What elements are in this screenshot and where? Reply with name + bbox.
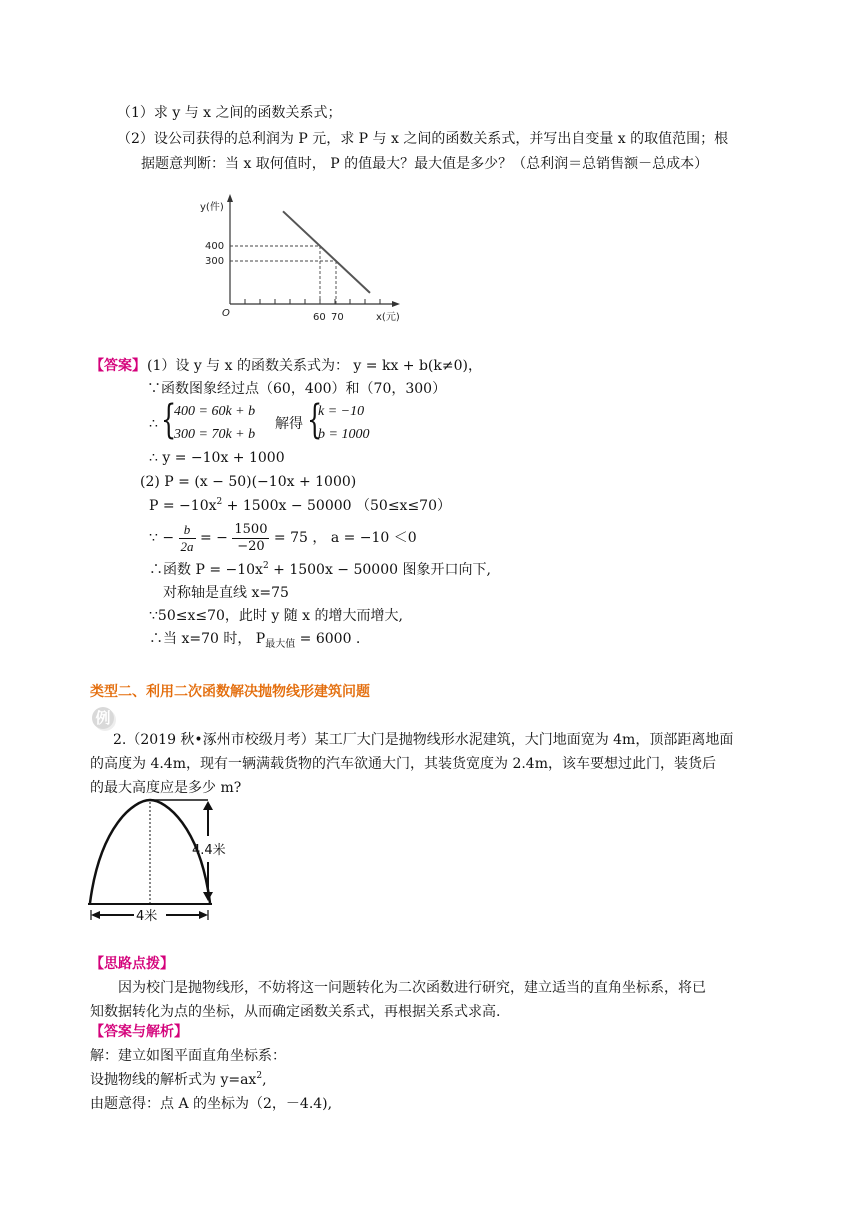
answer-line-4: ∴ y = −10x + 1000 bbox=[149, 450, 285, 466]
frac2-num: 1500 bbox=[234, 521, 268, 537]
part2-line-2-c: + 1500x − 50000 （50≤x≤70） bbox=[222, 498, 451, 514]
fraction-b-2a bbox=[179, 522, 196, 555]
solve-label: 解得 bbox=[275, 416, 303, 432]
frac1-den: 2a bbox=[180, 538, 194, 554]
part2-line-7 bbox=[149, 630, 360, 650]
y-tick-300: 300 bbox=[205, 256, 225, 267]
part2-line-7-sub: 最大值 bbox=[265, 639, 296, 650]
part2-line-7-c: = 6000 . bbox=[295, 631, 361, 647]
x-axis-label: x(元) bbox=[376, 312, 400, 323]
part2-line-2 bbox=[149, 497, 451, 517]
height-label: 4.4米 bbox=[192, 843, 226, 858]
answer-label: 【答案】 bbox=[90, 358, 146, 374]
hint-line-1: 因为校门是抛物线形，不妨将这一问题转化为二次函数进行研究，建立适当的直角坐标系，将已 bbox=[118, 980, 706, 996]
example-badge: 例 bbox=[92, 707, 114, 729]
solution-k: k = −10 bbox=[318, 404, 365, 419]
section-2-title: 类型二、利用二次函数解决抛物线形建筑问题 bbox=[90, 684, 370, 700]
part2-line-2-a: P = −10x bbox=[149, 498, 217, 514]
part2-line-2-exp: 2 bbox=[216, 497, 223, 507]
function-line bbox=[283, 211, 370, 293]
x-tick-70: 70 bbox=[331, 312, 344, 323]
analysis-label: 【答案与解析】 bbox=[90, 1024, 188, 1040]
frac1-num: b bbox=[179, 522, 196, 539]
system-eq-1: 400 = 60k + b bbox=[174, 404, 256, 419]
part2-line-7-a: ∴当 x=70 时， P bbox=[149, 631, 266, 647]
y-axis-label: y(件) bbox=[200, 202, 224, 213]
problem-2-line-2: 的高度为 4.4m，现有一辆满载货物的汽车欲通大门，其装货宽度为 2.4m，该车要想过此门，装货后 bbox=[90, 756, 716, 772]
part2-line-1: (2) P = (x − 50)(−10x + 1000) bbox=[140, 474, 357, 490]
x-tick-60: 60 bbox=[313, 312, 326, 323]
part2-line-4-c: + 1500x − 50000 图象开口向下, bbox=[268, 562, 491, 578]
height-arrowhead-bottom bbox=[203, 892, 213, 901]
analysis-line-1: 解：建立如图平面直角坐标系： bbox=[90, 1048, 286, 1064]
width-arrowhead-left bbox=[91, 911, 100, 919]
hint-line-2: 知数据转化为点的坐标，从而确定函数关系式，再根据关系式求高. bbox=[90, 1004, 501, 1020]
equals-minus: = − bbox=[200, 530, 228, 546]
analysis-line-3: 由题意得：点 A 的坐标为（2，－4.4), bbox=[90, 1096, 333, 1112]
frac2-den: −20 bbox=[237, 538, 265, 554]
because-minus: ∵ − bbox=[149, 530, 175, 546]
therefore-sign: ∴ bbox=[149, 416, 158, 432]
linear-function-graph bbox=[190, 190, 420, 326]
left-brace-2: { bbox=[307, 397, 323, 443]
problem-2-line-3: 的最大高度应是多少 m? bbox=[90, 780, 242, 796]
y-tick-400: 400 bbox=[205, 241, 225, 252]
part2-line-5: 对称轴是直线 x=75 bbox=[163, 585, 289, 601]
part2-line-3 bbox=[149, 520, 417, 556]
part2-line-4-exp: 2 bbox=[262, 561, 269, 571]
problem-2-line-1: 2.（2019 秋•涿州市校级月考）某工厂大门是抛物线形水泥建筑，大门地面宽为 4m，顶部距离地面 bbox=[113, 732, 734, 748]
answer-line-2: ∵函数图象经过点（60，400）和（70，300） bbox=[147, 381, 447, 397]
question-1: （1）求 y 与 x 之间的函数关系式； bbox=[117, 105, 342, 121]
solution-b: b = 1000 bbox=[318, 427, 370, 442]
analysis-line-2-c: , bbox=[262, 1072, 267, 1088]
parabola-gate-figure bbox=[86, 798, 246, 922]
height-arrowhead-top bbox=[203, 801, 213, 810]
hint-label: 【思路点拨】 bbox=[90, 956, 174, 972]
part2-line-6: ∵50≤x≤70，此时 y 随 x 的增大而增大, bbox=[149, 608, 403, 624]
analysis-line-2-a: 设抛物线的解析式为 y=ax bbox=[90, 1072, 257, 1088]
answer-line-1: (1）设 y 与 x 的函数关系式为： y = kx + b(k≠0)， bbox=[147, 358, 482, 374]
width-arrowhead-right bbox=[199, 911, 208, 919]
y-axis-arrow bbox=[227, 194, 233, 202]
origin-label: O bbox=[222, 308, 230, 319]
part2-line-4 bbox=[149, 561, 491, 581]
question-2-line-1: （2）设公司获得的总利润为 P 元，求 P 与 x 之间的函数关系式，并写出自变量 x 的取值范围；根 bbox=[117, 131, 729, 147]
analysis-line-2-exp: 2 bbox=[256, 1071, 263, 1081]
analysis-line-2 bbox=[90, 1071, 267, 1091]
width-label: 4米 bbox=[136, 909, 158, 922]
part2-line-3-tail: = 75 ， a = −10 ＜0 bbox=[273, 530, 417, 546]
system-eq-2: 300 = 70k + b bbox=[174, 427, 256, 442]
question-2-line-2: 据题意判断：当 x 取何值时， P 的值最大？最大值是多少？（总利润＝总销售额－总成本） bbox=[141, 156, 709, 172]
fraction-1500 bbox=[232, 522, 269, 555]
left-brace-1: { bbox=[161, 397, 177, 443]
x-axis-arrow bbox=[392, 301, 400, 307]
part2-line-4-a: ∴函数 P = −10x bbox=[149, 562, 263, 578]
